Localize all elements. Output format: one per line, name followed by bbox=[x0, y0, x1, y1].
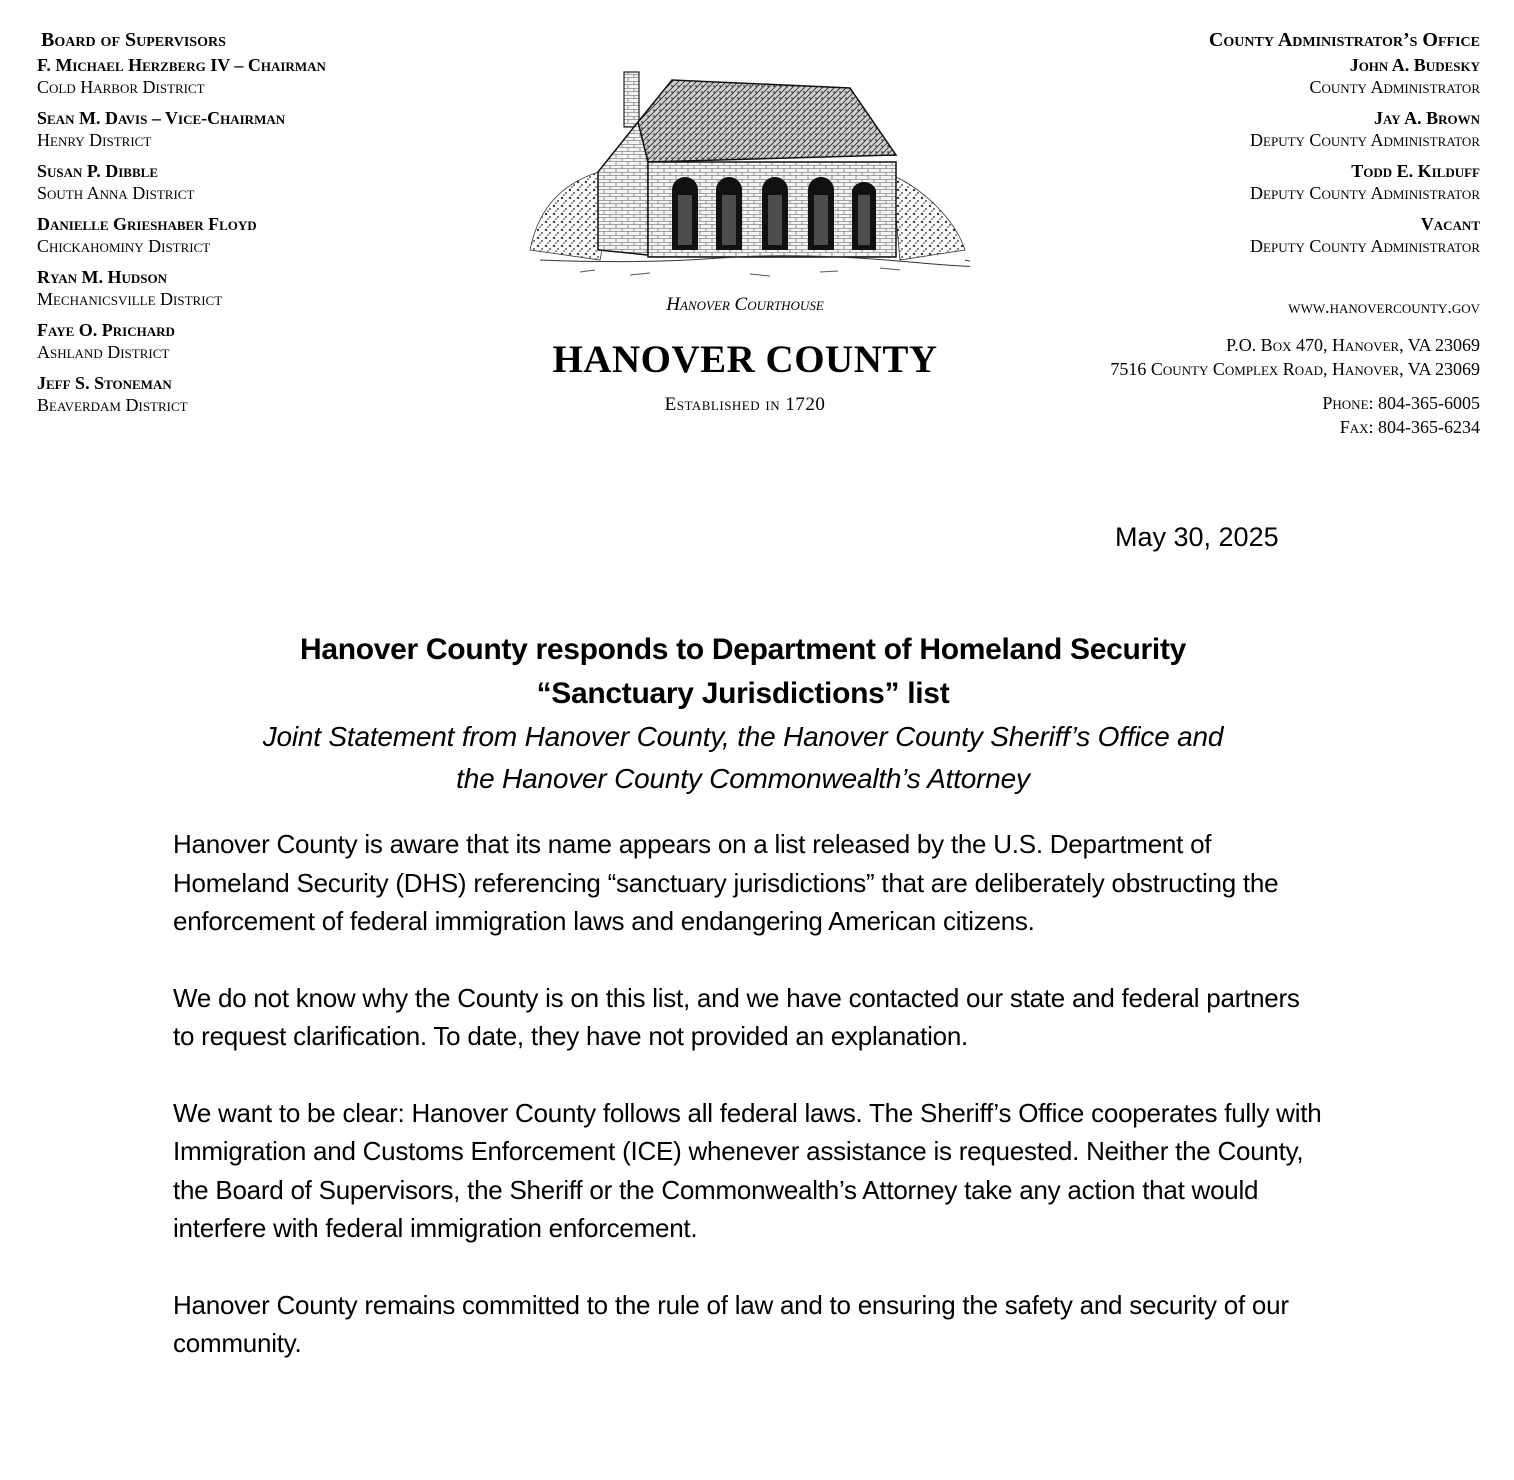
member-name: Susan P. Dibble bbox=[37, 161, 158, 181]
member-district: South Anna District bbox=[37, 183, 195, 203]
board-member bbox=[37, 319, 457, 363]
website-text: www.hanovercounty.gov bbox=[1288, 297, 1480, 317]
member-name: Faye O. Prichard bbox=[37, 320, 175, 340]
county-name: HANOVER COUNTY bbox=[552, 338, 938, 381]
board-member bbox=[37, 372, 457, 416]
member-name: Jeff S. Stoneman bbox=[37, 373, 172, 393]
courthouse-caption: Hanover Courthouse bbox=[666, 294, 824, 315]
admin-staff bbox=[960, 54, 1480, 98]
phone-number: Phone: 804-365-6005 bbox=[1322, 393, 1480, 413]
staff-name: Jay A. Brown bbox=[1374, 108, 1480, 128]
body-paragraph: Hanover County remains committed to the rule of law and to ensuring the safety and security of our community. bbox=[173, 1289, 1289, 1358]
member-district: Henry District bbox=[37, 130, 152, 150]
board-member bbox=[37, 107, 457, 151]
board-member bbox=[37, 266, 457, 310]
admin-staff bbox=[960, 160, 1480, 204]
member-district: Chickahominy District bbox=[37, 236, 211, 256]
staff-title: County Administrator bbox=[1309, 77, 1480, 97]
board-member bbox=[37, 160, 457, 204]
admin-heading: County Administrator’s Office bbox=[1208, 29, 1480, 51]
staff-name: Vacant bbox=[1420, 214, 1480, 234]
staff-name: John A. Budesky bbox=[1349, 55, 1480, 75]
staff-name: Todd E. Kilduff bbox=[1351, 161, 1480, 181]
staff-title: Deputy County Administrator bbox=[1250, 236, 1480, 256]
statement-heading bbox=[150, 628, 1336, 800]
member-name: Danielle Grieshaber Floyd bbox=[37, 214, 257, 234]
member-district: Mechanicsville District bbox=[37, 289, 223, 309]
headline-line-2: “Sanctuary Jurisdictions” list bbox=[536, 677, 950, 710]
board-heading: Board of Supervisors bbox=[41, 29, 226, 51]
contact-numbers bbox=[960, 391, 1480, 439]
established-line: Established in 1720 bbox=[664, 394, 826, 415]
body-paragraph: Hanover County is aware that its name appears on a list released by the U.S. Department of Homeland Security (DHS) referencing “sanctuary jurisdictions” that are deliberately obstructing the enforcement of federal immigration laws and endangering American citizens. bbox=[173, 829, 1279, 936]
board-of-supervisors bbox=[37, 29, 457, 416]
fax-number: Fax: 804-365-6234 bbox=[1339, 417, 1480, 437]
statement-body bbox=[173, 825, 1323, 1401]
courthouse-illustration bbox=[520, 60, 970, 292]
subhead-line-1: Joint Statement from Hanover County, the Hanover County Sheriff’s Office and bbox=[262, 721, 1224, 752]
admin-staff bbox=[960, 213, 1480, 257]
address-line-1: P.O. Box 470, Hanover, VA 23069 bbox=[1226, 335, 1480, 355]
member-district: Beaverdam District bbox=[37, 395, 188, 415]
member-district: Cold Harbor District bbox=[37, 77, 205, 97]
staff-title: Deputy County Administrator bbox=[1250, 130, 1480, 150]
subhead-line-2: the Hanover County Commonwealth’s Attorney bbox=[456, 763, 1030, 794]
headline-line-1: Hanover County responds to Department of Homeland Security bbox=[299, 633, 1187, 666]
board-member bbox=[37, 213, 457, 257]
letter-date: May 30, 2025 bbox=[1115, 522, 1279, 552]
body-paragraph: We want to be clear: Hanover County follows all federal laws. The Sheriff’s Office cooperates fully with Immigration and Customs Enforcement (ICE) whenever assistance is requested. Neither the County, the Board of Supervisors, the Sheriff or the Commonwealth’s Attorney take any action that would interfere with federal immigration enforcement. bbox=[173, 1097, 1322, 1243]
member-district: Ashland District bbox=[37, 342, 170, 362]
staff-title: Deputy County Administrator bbox=[1250, 183, 1480, 203]
address-line-2: 7516 County Complex Road, Hanover, VA 23069 bbox=[1110, 359, 1480, 379]
member-name: Ryan M. Hudson bbox=[37, 267, 167, 287]
board-member bbox=[37, 54, 457, 98]
county-masthead bbox=[520, 60, 970, 416]
member-name: F. Michael Herzberg IV – Chairman bbox=[37, 55, 326, 75]
mailing-address bbox=[960, 333, 1480, 381]
member-name: Sean M. Davis – Vice-Chairman bbox=[37, 108, 286, 128]
administrator-office bbox=[960, 29, 1480, 439]
body-paragraph: We do not know why the County is on this list, and we have contacted our state and federal partners to request clarification. To date, they have not provided an explanation. bbox=[173, 982, 1300, 1051]
admin-staff bbox=[960, 107, 1480, 151]
